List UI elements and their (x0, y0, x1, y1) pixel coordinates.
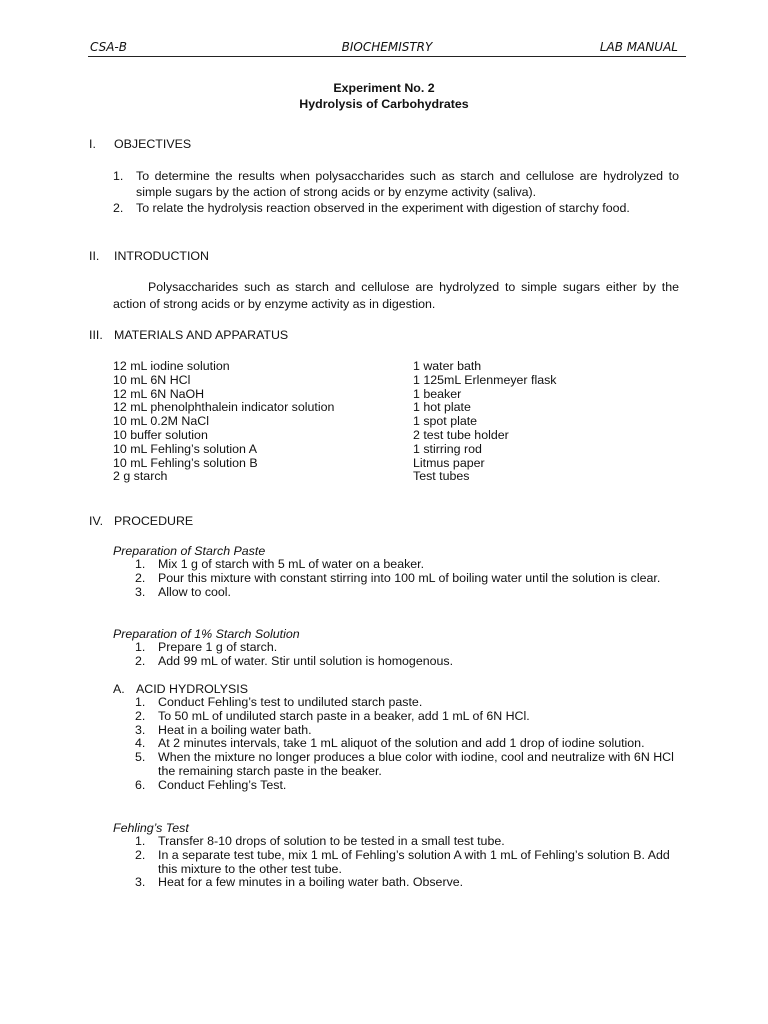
material-item: 10 mL Fehling’s solution B (113, 455, 258, 470)
step-text: Mix 1 g of starch with 5 mL of water on a beaker. (158, 557, 425, 571)
step-number: 1. (135, 640, 146, 654)
step-text: Conduct Fehling’s Test. (158, 777, 287, 792)
procedure-step (135, 572, 675, 586)
experiment-title: Hydrolysis of Carbohydrates (299, 97, 469, 111)
item-text: To relate the hydrolysis reaction observed in the experiment with digestion of starchy food. (136, 201, 630, 215)
apparatus-item: 1 spot plate (413, 414, 478, 429)
material-item: 12 mL 6N NaOH (113, 386, 205, 401)
material-item: 10 mL 6N HCl (113, 372, 191, 387)
step-text: Transfer 8-10 drops of solution to be tested in a small test tube. (158, 834, 505, 848)
list-item (113, 200, 679, 216)
starch-paste-steps (135, 558, 675, 599)
step-number: 6. (135, 777, 146, 792)
section-number: III. (89, 328, 103, 342)
procedure-step (135, 876, 675, 890)
procedure-step (135, 586, 675, 600)
experiment-title-block (88, 80, 680, 112)
item-number: 1. (113, 169, 124, 183)
step-text: Prepare 1 g of starch. (158, 640, 278, 654)
procedure-step (135, 696, 675, 710)
step-text: Allow to cool. (158, 584, 232, 599)
procedure-step (135, 724, 675, 738)
section-number: I. (89, 137, 96, 151)
section-title: PROCEDURE (114, 514, 194, 528)
fehlings-test-steps (135, 835, 675, 890)
step-number: 2. (135, 653, 146, 668)
subsection-title: ACID HYDROLYSIS (136, 682, 248, 696)
materials-list (113, 360, 334, 484)
step-number: 2. (135, 847, 146, 862)
procedure-step (135, 558, 675, 572)
subheading-starch-solution: Preparation of 1% Starch Solution (113, 627, 300, 641)
apparatus-item: 1 hot plate (413, 400, 471, 415)
header-manual: LAB MANUAL (599, 40, 678, 54)
starch-solution-steps (135, 641, 675, 669)
step-text: To 50 mL of undiluted starch paste in a beaker, add 1 mL of 6N HCl. (158, 708, 530, 723)
acid-hydrolysis-steps (135, 696, 675, 793)
procedure-step (135, 737, 675, 751)
header-subject: BIOCHEMISTRY (341, 40, 433, 54)
step-text: Pour this mixture with constant stirring into 100 mL of boiling water until the solution is clear. (158, 570, 661, 585)
procedure-step (135, 655, 675, 669)
step-number: 4. (135, 736, 146, 751)
step-text: Heat in a boiling water bath. (158, 722, 312, 737)
step-number: 3. (135, 584, 146, 599)
procedure-step (135, 835, 675, 849)
step-number: 3. (135, 722, 146, 737)
section-title: MATERIALS AND APPARATUS (114, 328, 289, 342)
apparatus-item: 1 beaker (413, 386, 462, 401)
section-number: IV. (89, 514, 104, 528)
step-number: 3. (135, 875, 146, 890)
material-item: 12 mL phenolphthalein indicator solution (113, 400, 335, 415)
step-text: Add 99 mL of water. Stir until solution is homogenous. (158, 653, 454, 668)
section-title: INTRODUCTION (114, 249, 209, 263)
material-item: 10 buffer solution (113, 427, 208, 442)
apparatus-item: 1 125mL Erlenmeyer flask (413, 372, 557, 387)
apparatus-item: Test tubes (413, 469, 470, 484)
item-text: To determine the results when polysaccharides such as starch and cellulose are hydrolyzed to simple sugars by the action of strong acids or by enzyme activity (saliva). (136, 169, 679, 199)
introduction-paragraph: Polysaccharides such as starch and cellulose are hydrolyzed to simple sugars either by the action of strong acids or by enzyme activity as in digestion. (113, 280, 679, 311)
procedure-step (135, 779, 675, 793)
apparatus-item: Litmus paper (413, 455, 485, 470)
step-number: 2. (135, 570, 146, 585)
list-item (113, 168, 679, 200)
step-number: 2. (135, 708, 146, 723)
step-number: 1. (135, 834, 146, 848)
objectives-list (113, 168, 679, 216)
material-item: 10 mL 0.2M NaCl (113, 414, 209, 429)
procedure-step (135, 641, 675, 655)
header-course: CSA-B (90, 40, 127, 54)
procedure-step (135, 751, 675, 779)
step-text: Heat for a few minutes in a boiling water bath. Observe. (158, 875, 464, 890)
step-text: At 2 minutes intervals, take 1 mL aliquot of the solution and add 1 drop of iodine solution. (158, 736, 645, 751)
step-text: When the mixture no longer produces a blue color with iodine, cool and neutralize with 6N HCl the remaining starch paste in the beaker. (158, 750, 674, 778)
step-text: Conduct Fehling’s test to undiluted starch paste. (158, 695, 423, 709)
apparatus-item: 1 stirring rod (413, 441, 482, 456)
procedure-step (135, 710, 675, 724)
apparatus-list (413, 360, 556, 484)
subheading-fehlings-test: Fehling’s Test (113, 821, 189, 835)
material-item: 10 mL Fehling’s solution A (113, 441, 257, 456)
material-item: 12 mL iodine solution (113, 359, 230, 373)
section-number: II. (89, 249, 100, 263)
material-item: 2 g starch (113, 469, 168, 484)
section-title: OBJECTIVES (114, 137, 192, 151)
step-text: In a separate test tube, mix 1 mL of Fehling’s solution A with 1 mL of Fehling’s solution B. Add this mixture to the other test tube. (158, 847, 670, 876)
apparatus-item: 2 test tube holder (413, 427, 509, 442)
step-number: 1. (135, 557, 146, 571)
step-number: 5. (135, 750, 146, 765)
item-number: 2. (113, 201, 124, 215)
experiment-number: Experiment No. 2 (333, 81, 435, 95)
apparatus-item: 1 water bath (413, 359, 482, 373)
step-number: 1. (135, 695, 146, 709)
running-header (88, 38, 686, 57)
procedure-step (135, 849, 675, 877)
subsection-letter: A. (113, 682, 125, 696)
subheading-starch-paste: Preparation of Starch Paste (113, 544, 266, 558)
